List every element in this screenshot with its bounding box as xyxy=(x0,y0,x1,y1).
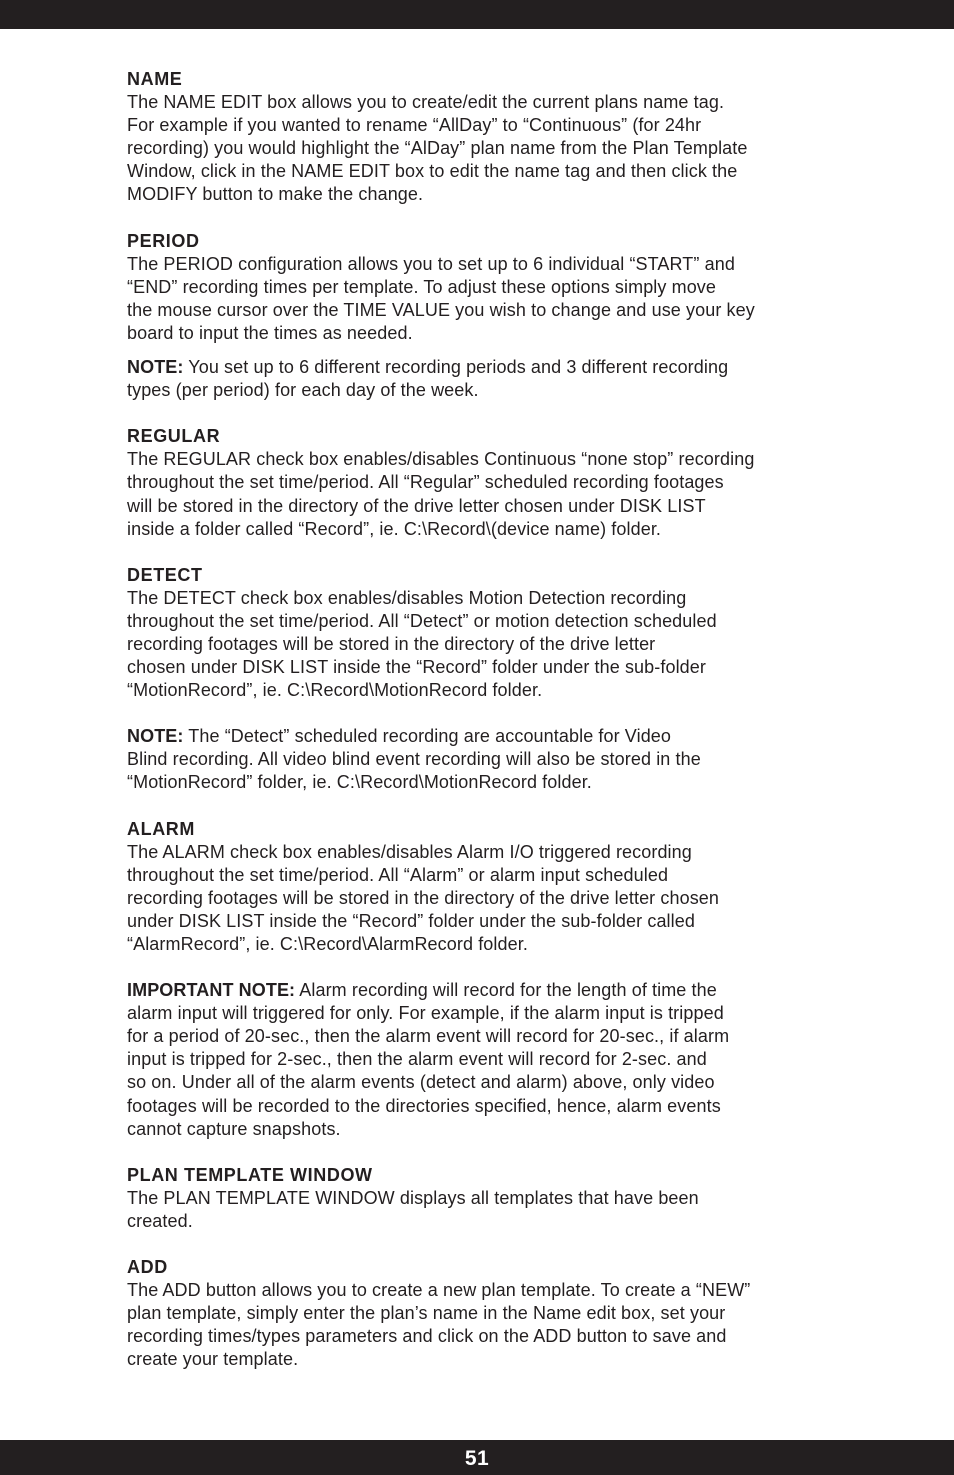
note-detect xyxy=(127,725,902,794)
section-heading-name: NAME xyxy=(127,69,183,89)
section-regular xyxy=(127,425,902,540)
important-note-alarm xyxy=(127,979,902,1141)
note-periods xyxy=(127,356,902,402)
footer-bar xyxy=(0,1440,954,1475)
section-text-period: The PERIOD configuration allows you to set up to 6 individual “START” and “END” recording times per template. To adjust these options simply move the mouse cursor over the TIME VALUE you wish to change and use your key board to input the times as needed. xyxy=(127,253,755,343)
page-number: 51 xyxy=(464,1446,490,1470)
important-note-text: Alarm recording will record for the length of time the alarm input will triggered for only. For example, if the alarm input is tripped for a period of 20-sec., then the alarm event will record for 20-sec., if alarm input is tripped for 2-sec., then the alarm event will record for 2-sec. and so on. Under all of the alarm events (detect and alarm) above, only video footages will be recorded to the directories specified, hence, alarm events cannot capture snapshots. xyxy=(127,980,730,1139)
section-text-name: The NAME EDIT box allows you to create/edit the current plans name tag. For example if you wanted to rename “AllDay” to “Continuous” (for 24hr recording) you would highlight the “AlDay” plan name from the Plan Template Window, click in the NAME EDIT box to edit the name tag and then click the MODIFY button to make the change. xyxy=(127,92,748,205)
section-heading-alarm: ALARM xyxy=(127,818,195,839)
section-add xyxy=(127,1256,902,1371)
note-text: You set up to 6 different recording periods and 3 different recording types (per period) for each day of the week. xyxy=(127,357,729,401)
note-label: NOTE: xyxy=(127,357,184,378)
section-heading-detect: DETECT xyxy=(127,564,203,585)
section-text-add: The ADD button allows you to create a new plan template. To create a “NEW” plan template, simply enter the plan’s name in the Name edit box, set your recording times/types parameters and click on the ADD button to save and create your template. xyxy=(127,1280,751,1370)
section-text-regular: The REGULAR check box enables/disables Continuous “none stop” recording throughout the set time/period. All “Regular” scheduled recording footages will be stored in the directory of the drive letter chosen under DISK LIST inside a folder called “Record”, ie. C:\Record\(device name) folder. xyxy=(127,449,755,539)
section-detect xyxy=(127,564,902,703)
section-heading-period: PERIOD xyxy=(127,230,200,251)
note-label: NOTE: xyxy=(127,726,184,747)
top-bar xyxy=(0,0,954,29)
section-name xyxy=(127,68,902,207)
section-alarm xyxy=(127,818,902,957)
section-text-alarm: The ALARM check box enables/disables Alarm I/O triggered recording throughout the set time/period. All “Alarm” or alarm input scheduled recording footages will be stored in the directory of the drive letter chosen under DISK LIST inside the “Record” folder under the sub-folder called “AlarmRecord”, ie. C:\Record\AlarmRecord folder. xyxy=(127,841,720,954)
note-text: The “Detect” scheduled recording are accountable for Video Blind recording. All video blind event recording will also be stored in the “MotionRecord” folder, ie. C:\Record\MotionRecord folder. xyxy=(127,726,701,793)
section-text-detect: The DETECT check box enables/disables Motion Detection recording throughout the set time/period. All “Detect” or motion detection scheduled recording footages will be stored in the directory of the drive letter chosen under DISK LIST inside the “Record” folder under the sub-folder “MotionRecord”, ie. C:\Record\MotionRecord folder. xyxy=(127,587,717,701)
section-plan-template-window xyxy=(127,1164,902,1233)
section-heading-regular: REGULAR xyxy=(127,426,221,447)
section-heading-add: ADD xyxy=(127,1257,168,1278)
page-content xyxy=(127,68,902,1372)
section-heading-plan-template-window: PLAN TEMPLATE WINDOW xyxy=(127,1164,373,1185)
important-note-label: IMPORTANT NOTE: xyxy=(127,980,296,1001)
section-text-plan-template-window: The PLAN TEMPLATE WINDOW displays all templates that have been created. xyxy=(127,1187,699,1231)
section-period xyxy=(127,230,902,345)
